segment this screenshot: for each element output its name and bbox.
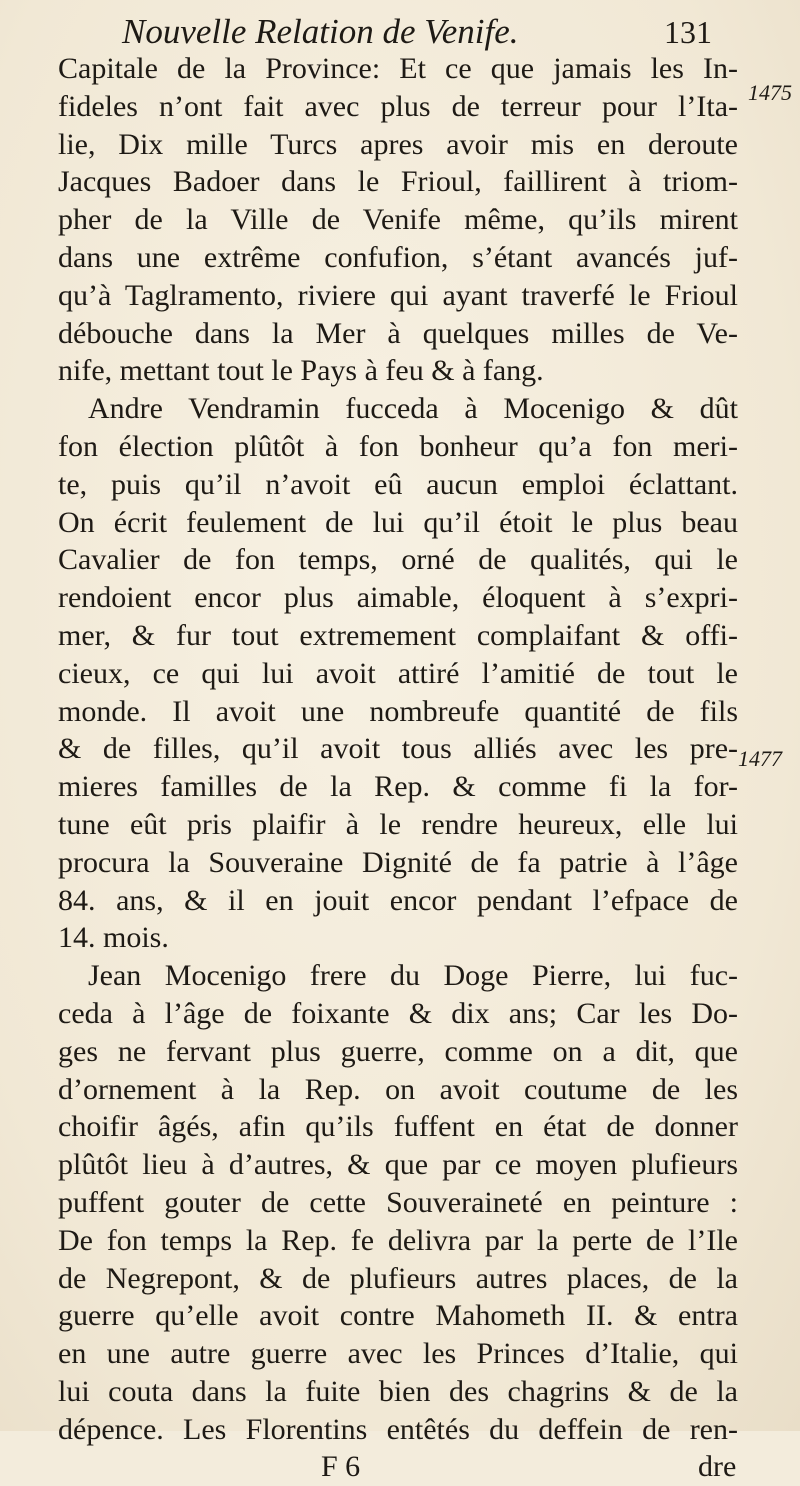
text-line: dépence. Les Florentins entêtés du deffein de ren- (58, 1412, 738, 1446)
text-line: te, puis qu’il n’avoit eû aucun emploi éclattant. (58, 467, 738, 501)
text-line: cieux, ce qui lui avoit attiré l’amitié de tout le (58, 656, 738, 690)
catchword: dre (698, 1450, 737, 1484)
signature-mark: F 6 (321, 1450, 361, 1484)
text-line: qu’à Taglramento, riviere qui ayant traverfé le Frioul (58, 278, 738, 312)
text-line: Andre Vendramin fucceda à Mocenigo & dût (88, 392, 738, 426)
text-line: ceda à l’âge de foixante & dix ans; Car les Do- (58, 996, 738, 1030)
running-title: Nouvelle Relation de Venife. (122, 12, 519, 51)
text-line: puffent gouter de cette Souveraineté en peinture : (58, 1185, 738, 1219)
margin-date-note: 1475 (748, 80, 792, 105)
text-line: en une autre guerre avec les Princes d’Italie, qui (58, 1337, 738, 1371)
text-line: & de filles, qu’il avoit tous alliés avec les pre- (58, 732, 738, 766)
text-line: guerre qu’elle avoit contre Mahometh II. & entra (58, 1299, 738, 1333)
text-line: monde. Il avoit une nombreufe quantité de fils (58, 694, 738, 728)
text-line: nife, mettant tout le Pays à feu & à fang. (58, 354, 544, 388)
text-line: lui couta dans la fuite bien des chagrins & de la (58, 1374, 738, 1408)
text-line: choifir âgés, afin qu’ils fuffent en état de donner (58, 1110, 738, 1144)
text-line: lie, Dix mille Turcs apres avoir mis en deroute (58, 127, 738, 161)
text-line: De fon temps la Rep. fe delivra par la perte de l’Ile (58, 1223, 738, 1257)
text-line: Jean Mocenigo frere du Doge Pierre, lui fuc- (88, 959, 738, 993)
text-line: dans une extrême confufion, s’étant avancés juf- (58, 240, 738, 274)
page-number: 131 (664, 14, 712, 50)
text-line: On écrit feulement de lui qu’il étoit le plus beau (58, 505, 738, 539)
text-line: fideles n’ont fait avec plus de terreur pour l’Ita- (58, 89, 738, 123)
text-line: rendoient encor plus aimable, éloquent à s’expri- (58, 581, 738, 615)
text-line: débouche dans la Mer à quelques milles de Ve- (58, 316, 738, 350)
text-line: tune eût pris plaifir à le rendre heureux, elle lui (58, 807, 738, 841)
text-line: d’ornement à la Rep. on avoit coutume de les (58, 1072, 738, 1106)
text-line: Capitale de la Province: Et ce que jamais les In- (58, 52, 738, 85)
text-line: ges ne fervant plus guerre, comme on a dit, que (58, 1034, 738, 1068)
text-line: 84. ans, & il en jouit encor pendant l’efpace de (58, 883, 738, 917)
page-footer (58, 1448, 738, 1486)
text-line: Cavalier de fon temps, orné de qualités, qui le (58, 543, 738, 577)
text-line: mieres familles de la Rep. & comme fi la for- (58, 770, 738, 804)
text-line: mer, & fur tout extremement complaifant & offi- (58, 618, 738, 652)
body-text (58, 50, 738, 1486)
text-line: procura la Souveraine Dignité de fa patrie à l’âge (58, 845, 738, 879)
text-line: plûtôt lieu à d’autres, & que par ce moyen plufieurs (58, 1148, 738, 1182)
text-line: fon élection plûtôt à fon bonheur qu’a fon meri- (58, 429, 738, 463)
text-line: pher de la Ville de Venife même, qu’ils mirent (58, 203, 738, 237)
text-line: Jacques Badoer dans le Frioul, faillirent à triom- (58, 165, 738, 199)
text-line: 14. mois. (58, 921, 169, 955)
margin-date-note: 1477 (738, 746, 782, 771)
text-line: de Negrepont, & de plufieurs autres places, de la (58, 1261, 738, 1295)
